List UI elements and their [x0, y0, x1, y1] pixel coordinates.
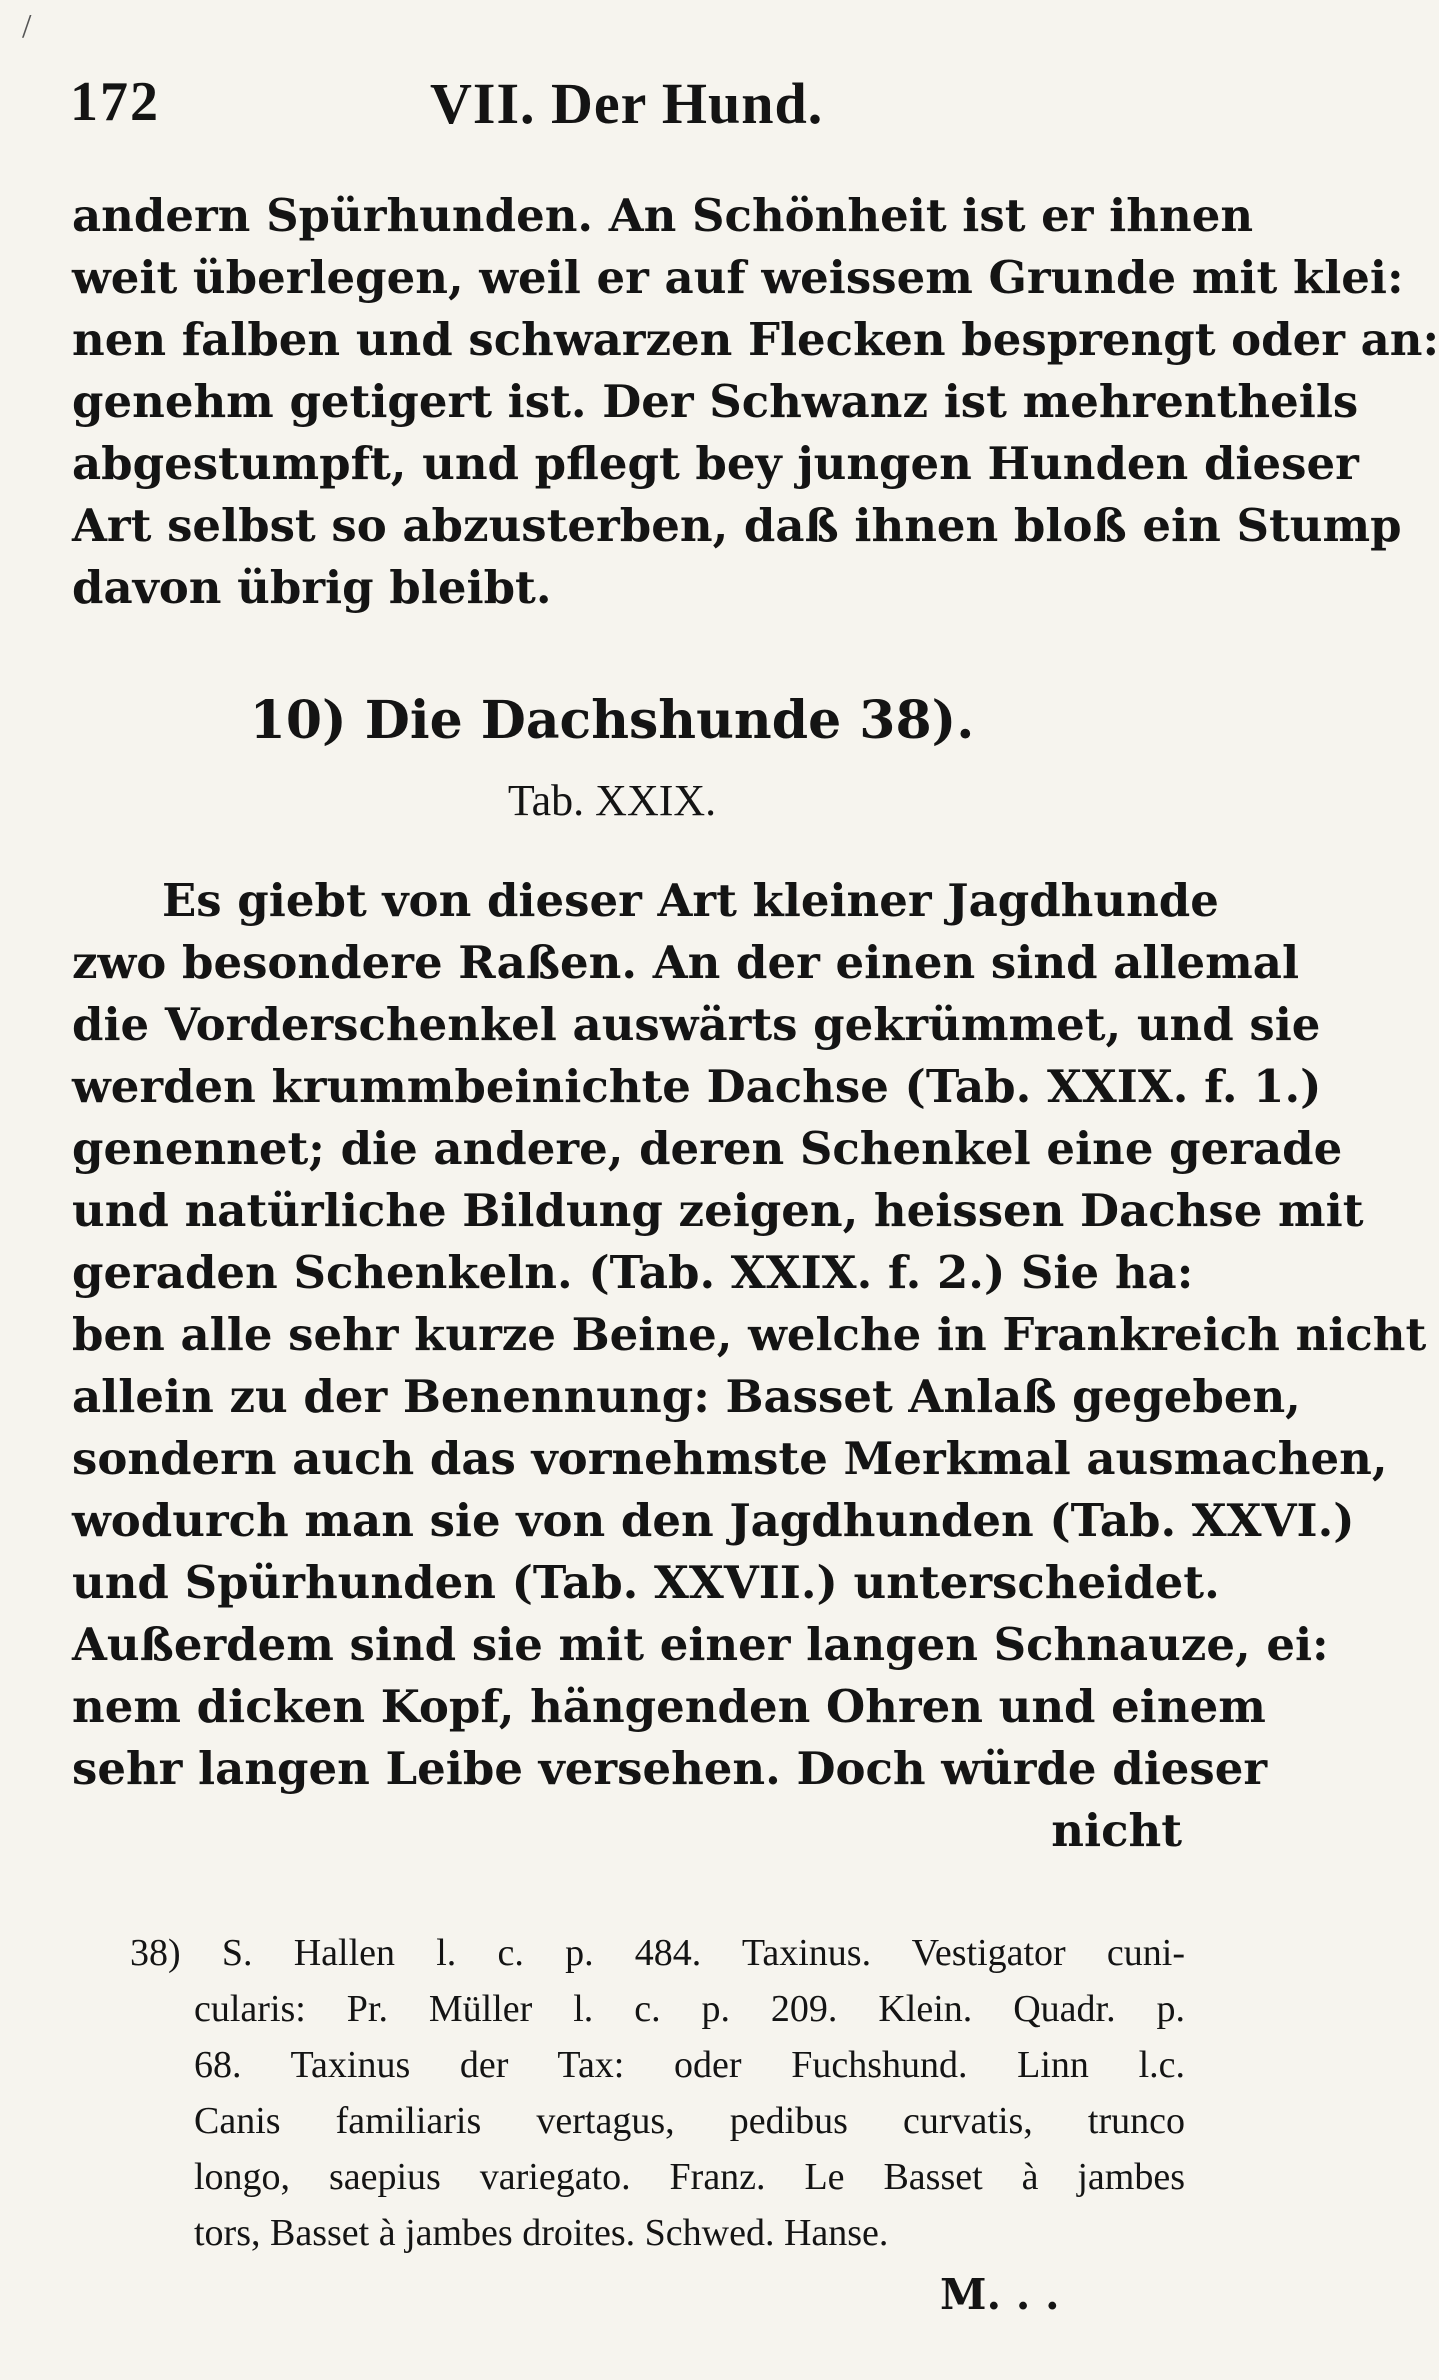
text-line: die Vorderschenkel auswärts gekrümmet, und sie [72, 998, 1321, 1051]
paragraph-dachshunde [72, 870, 1427, 1862]
footnote-line: Canis familiaris vertagus, pedibus curvatis, trunco [194, 2100, 1185, 2142]
footnote-line: tors, Basset à jambes droites. Schwed. Hanse. [194, 2212, 889, 2254]
text-line: zwo besondere Raßen. An der einen sind allemal [72, 936, 1300, 989]
page-header [70, 70, 1190, 160]
text-line: sehr langen Leibe versehen. Doch würde dieser [72, 1742, 1268, 1795]
text-line: sondern auch das vornehmste Merkmal ausmachen, [72, 1432, 1388, 1485]
text-line: abgestumpft, und pflegt bey jungen Hunden dieser [72, 437, 1359, 490]
text-line: allein zu der Benennung: Basset Anlaß gegeben, [72, 1370, 1301, 1423]
text-line: genennet; die andere, deren Schenkel eine gerade [72, 1122, 1343, 1175]
text-line: Es giebt von dieser Art kleiner Jagdhunde [162, 874, 1219, 927]
text-line: geraden Schenkeln. (Tab. XXIX. f. 2.) Sie ha: [72, 1246, 1194, 1299]
footnote [130, 1925, 1185, 2261]
text-line: ben alle sehr kurze Beine, welche in Frankreich nicht [72, 1308, 1427, 1361]
text-line: nem dicken Kopf, hängenden Ohren und einem [72, 1680, 1266, 1733]
plate-reference: Tab. XXIX. [507, 776, 717, 825]
text-line: andern Spürhunden. An Schönheit ist er ihnen [72, 189, 1254, 242]
footnote-line: cularis: Pr. Müller l. c. p. 209. Klein. Quadr. p. [194, 1988, 1185, 2030]
text-line: genehm getigert ist. Der Schwanz ist mehrentheils [72, 375, 1359, 428]
footnote-line: 68. Taxinus der Tax: oder Fuchshund. Linn l.c. [194, 2044, 1185, 2086]
section-heading: 10) Die Dachshunde 38). [249, 690, 975, 751]
text-line: werden krummbeinichte Dachse (Tab. XXIX. f. 1.) [72, 1060, 1322, 1113]
footnote-line: longo, saepius variegato. Franz. Le Basset à jambes [194, 2156, 1185, 2198]
footnote-line: 38) S. Hallen l. c. p. 484. Taxinus. Vestigator cuni- [130, 1932, 1185, 1974]
text-line: und natürliche Bildung zeigen, heissen Dachse mit [72, 1184, 1364, 1237]
margin-mark: / [22, 8, 32, 45]
running-head: VII. Der Hund. [430, 71, 824, 136]
text-line: weit überlegen, weil er auf weissem Grunde mit klei: [72, 251, 1404, 304]
text-line: davon übrig bleibt. [72, 561, 552, 614]
catchword: M. . . [940, 2270, 1060, 2319]
page-number: 172 [70, 71, 160, 133]
text-line: wodurch man sie von den Jagdhunden (Tab. XXVI.) [72, 1494, 1355, 1547]
text-line: und Spürhunden (Tab. XXVII.) unterscheidet. [72, 1556, 1220, 1609]
paragraph-continuation [72, 185, 1439, 619]
text-line: nicht [1051, 1804, 1182, 1857]
text-line: Art selbst so abzusterben, daß ihnen bloß ein Stump [72, 499, 1402, 552]
text-line: Außerdem sind sie mit einer langen Schnauze, ei: [72, 1618, 1329, 1671]
text-line: nen falben und schwarzen Flecken besprengt oder an: [72, 313, 1439, 366]
